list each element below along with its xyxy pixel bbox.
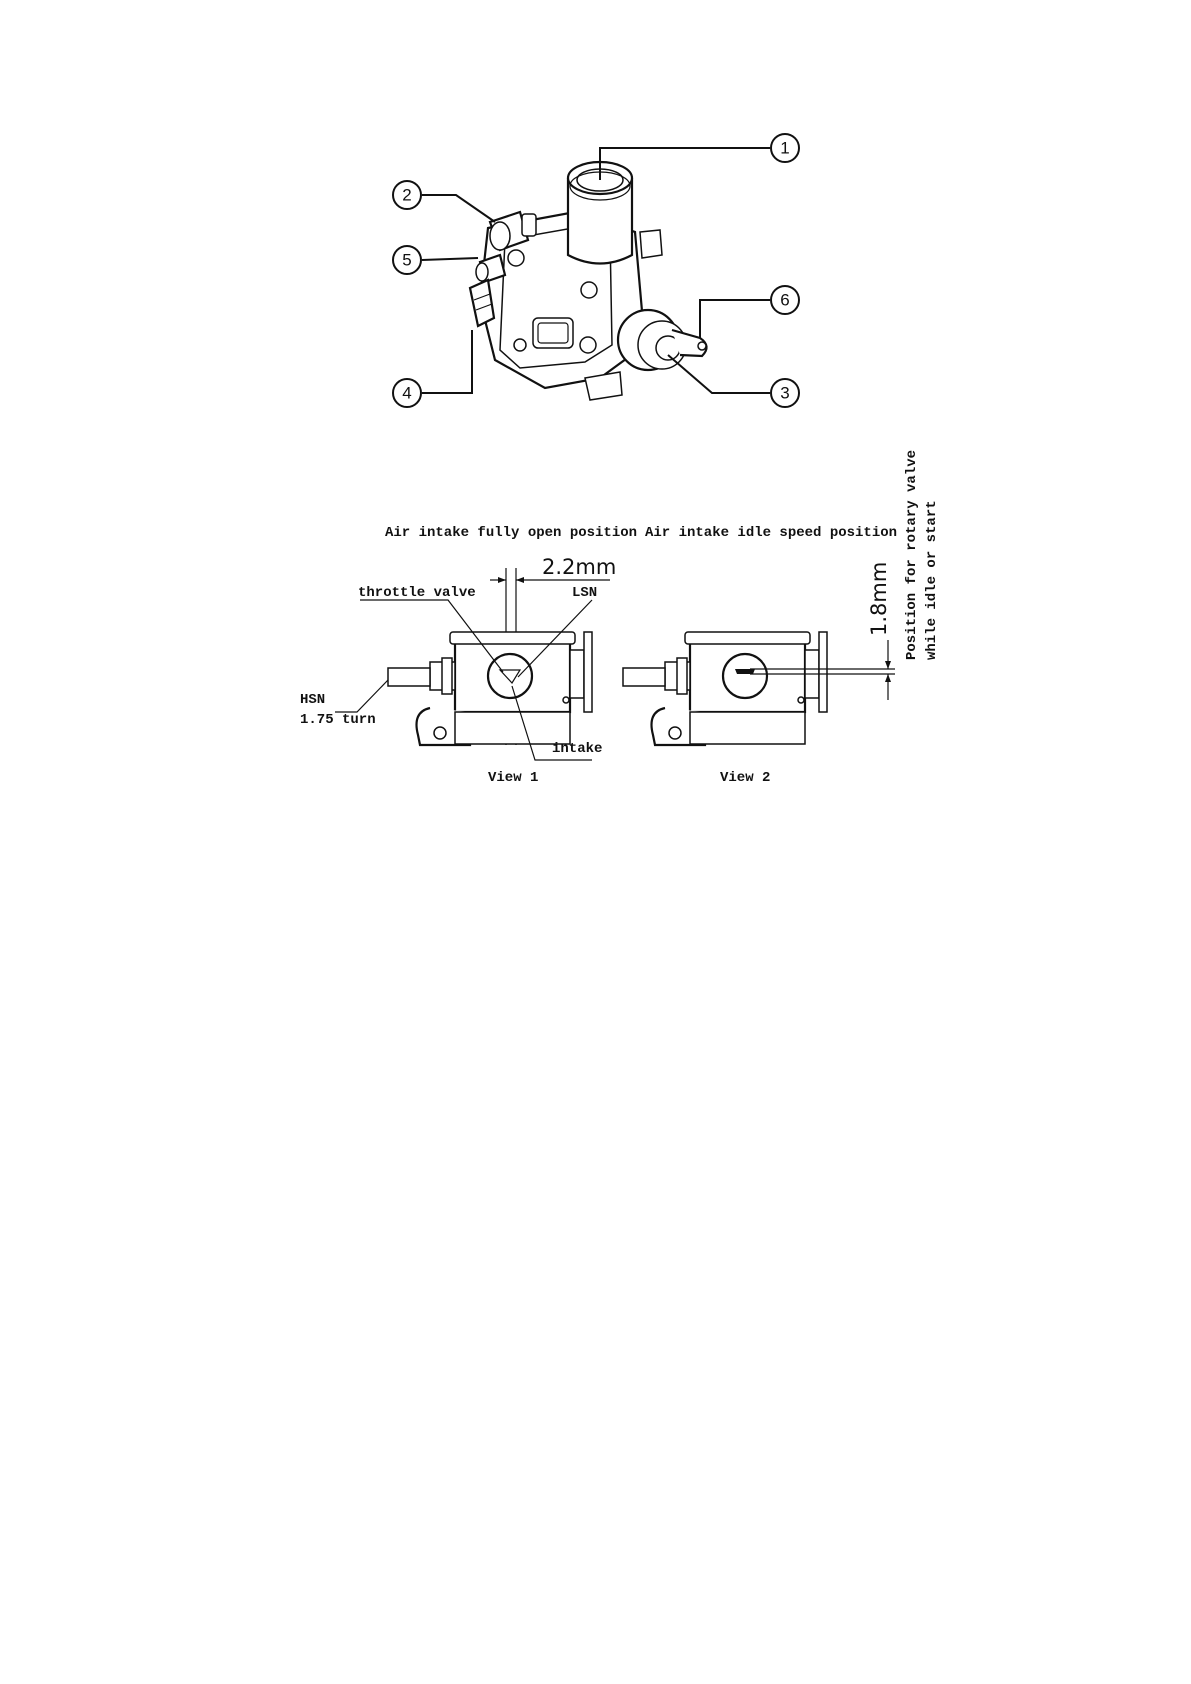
hsn-label: HSN [300, 692, 326, 708]
rotary-valve-note-line2: while idle or start [924, 500, 940, 660]
carburetor-isometric-drawing [470, 162, 707, 400]
callout-3-label: 3 [780, 383, 790, 403]
throttle-valve-label: throttle valve [358, 585, 476, 601]
callout-5 [393, 246, 421, 274]
hsn-turn-label: 1.75 turn [300, 712, 376, 728]
callout-1-label: 1 [780, 138, 790, 158]
view-1-caption: View 1 [488, 770, 539, 786]
callout-6-label: 6 [780, 290, 790, 310]
callout-2 [393, 181, 421, 209]
callout-4-label: 4 [402, 383, 412, 403]
view-1-dimension: 2.2mm [542, 555, 617, 579]
callout-4 [393, 379, 421, 407]
view-1 [300, 525, 637, 786]
rotary-valve-note-line1: Position for rotary valve [904, 449, 920, 660]
callout-6 [771, 286, 799, 314]
intake-label: intake [552, 741, 603, 757]
view-2-dimension: 1.8mm [867, 561, 891, 636]
lsn-label: LSN [572, 585, 598, 601]
callout-5-label: 5 [402, 250, 412, 270]
callout-2-label: 2 [402, 185, 412, 205]
view-2 [623, 450, 940, 786]
view-2-caption: View 2 [720, 770, 771, 786]
view-1-title: Air intake fully open position [385, 525, 638, 541]
callout-1 [771, 134, 799, 162]
view-2-title: Air intake idle speed position [645, 525, 898, 541]
callout-3 [771, 379, 799, 407]
